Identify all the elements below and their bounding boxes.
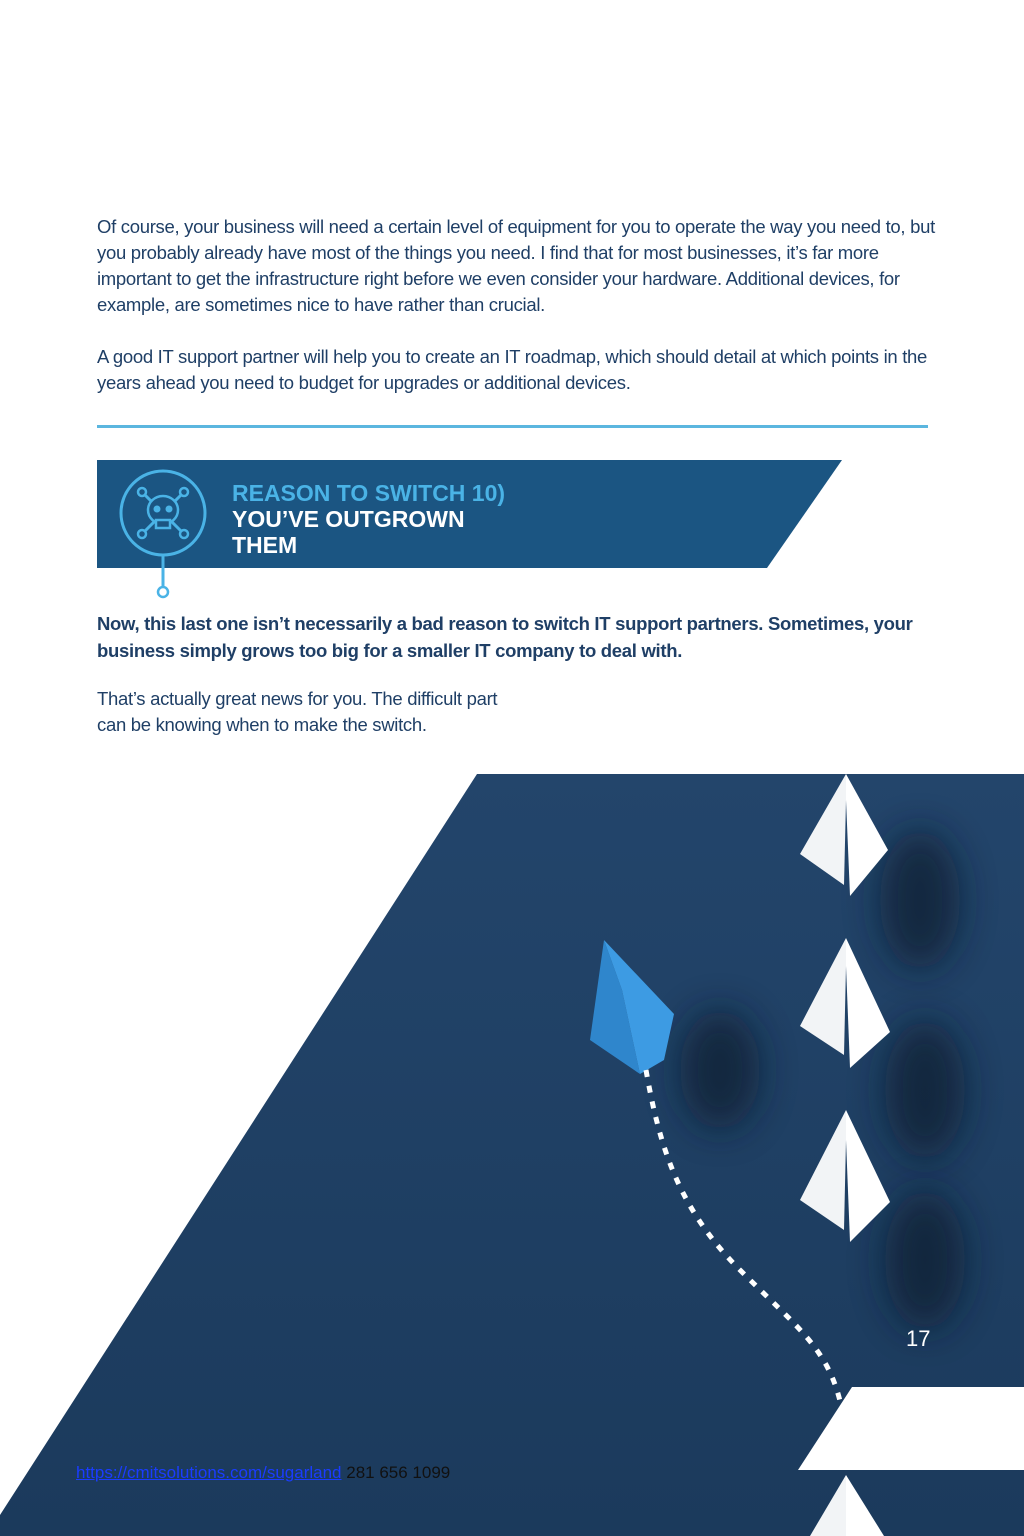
- lead-paragraph: Now, this last one isn’t necessarily a bad reason to switch IT support partners. Sometimes, your business simply grows too big for a smaller IT company to deal with.: [97, 613, 913, 661]
- phone-number: 281 656 1099: [346, 1463, 451, 1482]
- roadmap-paragraph: A good IT support partner will help you to create an IT roadmap, which should detail at which points in the years ahead you need to budget for upgrades or additional devices.: [97, 346, 928, 393]
- banner-text: [232, 480, 512, 558]
- website-link[interactable]: https://cmitsolutions.com/sugarland: [76, 1463, 342, 1482]
- footer: [76, 1463, 450, 1483]
- page-number: 17: [906, 1326, 931, 1351]
- intro-paragraph: Of course, your business will need a certain level of equipment for you to operate the way you need to, but you probably already have most of the things you need. I find that for most businesses, it’s far more important to get the infrastructure right before we even consider your hardware. Additional devices, for example, are sometimes nice to have rather than crucial.: [97, 216, 935, 315]
- followup-paragraph: That’s actually great news for you. The difficult part can be knowing when to make the switch.: [97, 688, 498, 735]
- banner-subtitle: YOU’VE OUTGROWN THEM: [232, 506, 465, 558]
- banner-title: REASON TO SWITCH 10): [232, 480, 506, 506]
- paper-planes-illustration: [0, 770, 1024, 1536]
- reason-banner: [0, 0, 1024, 610]
